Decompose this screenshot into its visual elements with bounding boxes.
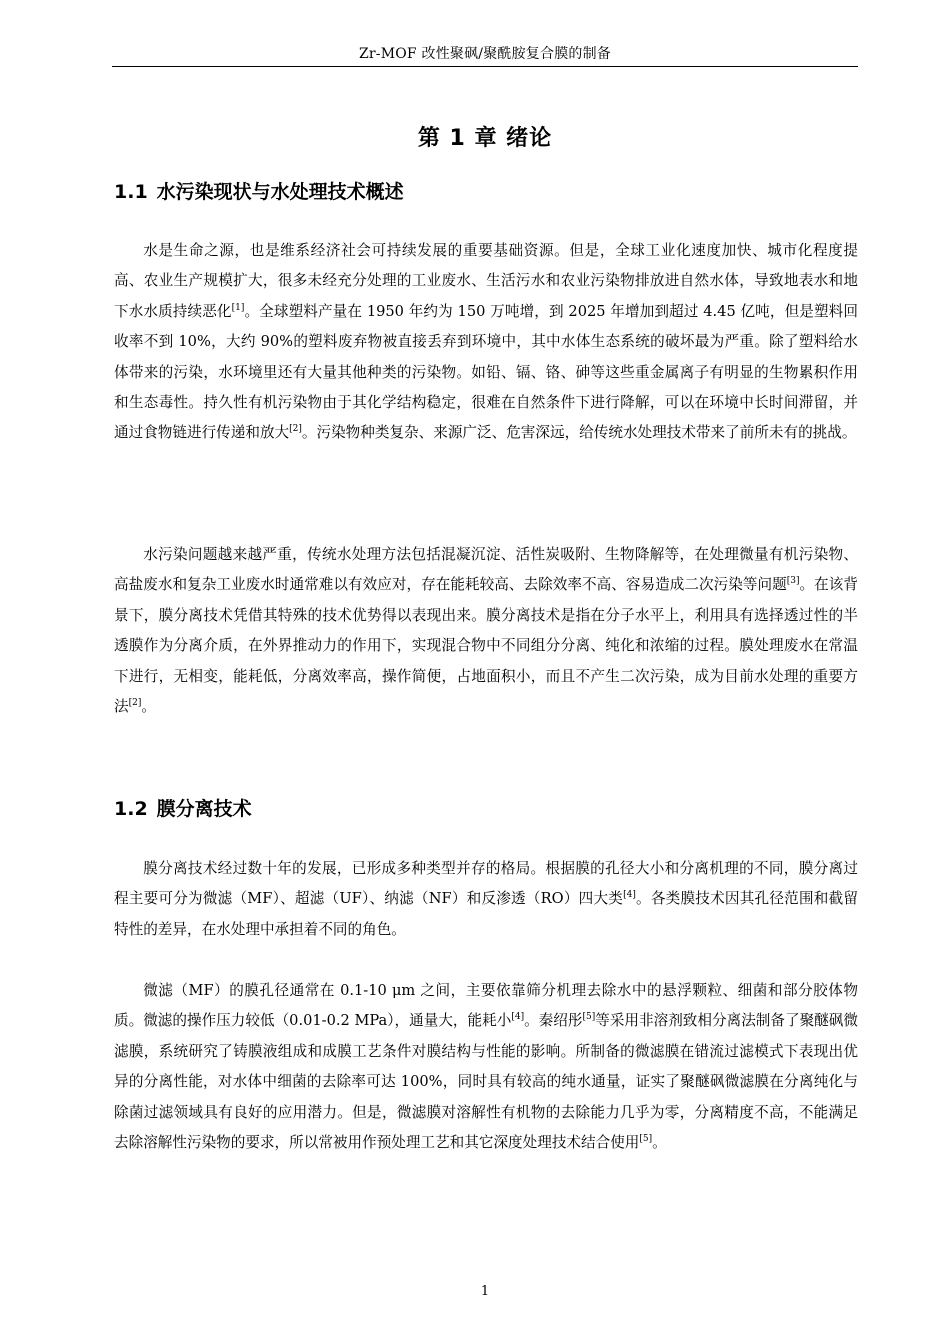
section-number: 1.1 <box>114 181 148 203</box>
citation-marker: [2] <box>289 424 302 435</box>
body-paragraph: 水污染问题越来越严重，传统水处理方法包括混凝沉淀、活性炭吸附、生物降解等，在处理微量有机污染物、高盐废水和复杂工业废水时通常难以有效应对，存在能耗较高、去除效率不高、容易造成二次污染等问题[3]。在该背景下，膜分离技术凭借其特殊的技术优势得以表现出来。膜分离技术是指在分子水平上，利用具有选择透过性的半透膜作为分离介质，在外界推动力的作用下，实现混合物中不同组分分离、纯化和浓缩的过程。膜处理废水在常温下进行，无相变，能耗低，分离效率高，操作简便，占地面积小，而且不产生二次污染，成为目前水处理的重要方法[2]。 <box>114 546 858 716</box>
citation-marker: [4] <box>623 890 636 901</box>
header-divider <box>112 66 858 67</box>
section-title-text: 水污染现状与水处理技术概述 <box>156 181 404 203</box>
citation-marker: [3] <box>786 576 800 587</box>
body-paragraph: 微滤（MF）的膜孔径通常在 0.1-10 μm 之间，主要依靠筛分机理去除水中的悬浮颗粒、细菌和部分胶体物质。微滤的操作压力较低（0.01-0.2 MPa），通量大，能耗小[4]。秦绍彤[5]等采用非溶剂致相分离法制备了聚醚砜微滤膜，系统研究了铸膜液组成和成膜工艺条件对膜结构与性能的影响。所制备的微滤膜在错流过滤模式下表现出优异的分离性能，对水体中细菌的去除率可达 100%，同时具有较高的纯水通量，证实了聚醚砜微滤膜在分离纯化与除菌过滤领域具有良好的应用潜力。但是，微滤膜对溶解性有机物的去除能力几乎为零，分离精度不高，不能满足去除溶解性污染物的要求，所以常被用作预处理工艺和其它深度处理技术结合使用[5]。 <box>114 982 858 1152</box>
page-number: 1 <box>480 1284 490 1299</box>
section-heading-1-1 <box>114 177 854 204</box>
citation-marker: [5] <box>639 1134 653 1145</box>
running-header: Zr-MOF 改性聚砜/聚酰胺复合膜的制备 <box>358 46 612 62</box>
citation-marker: [5] <box>582 1012 596 1023</box>
citation-marker: [1] <box>231 302 245 313</box>
section-heading-1-2 <box>114 794 854 821</box>
body-paragraph: 膜分离技术经过数十年的发展，已形成多种类型并存的格局。根据膜的孔径大小和分离机理的不同，膜分离过程主要可分为微滤（MF）、超滤（UF）、纳滤（NF）和反渗透（RO）四大类[4]。各类膜技术因其孔径范围和截留特性的差异，在水处理中承担着不同的角色。 <box>114 860 858 938</box>
body-paragraph: 水是生命之源，也是维系经济社会可持续发展的重要基础资源。但是，全球工业化速度加快、城市化程度提高、农业生产规模扩大，很多未经充分处理的工业废水、生活污水和农业污染物排放进自然水体，导致地表水和地下水水质持续恶化[1]。全球塑料产量在 1950 年约为 150 万吨增，到 2025 年增加到超过 4.45 亿吨，但是塑料回收率不到 10%，大约 90%的塑料废弃物被直接丢弃到环境中，其中水体生态系统的破坏最为严重。除了塑料给水体带来的污染，水环境里还有大量其他种类的污染物。如铅、镉、铬、砷等这些重金属离子有明显的生物累积作用和生态毒性。持久性有机污染物由于其化学结构稳定，很难在自然条件下进行降解，可以在环境中长时间滞留，并通过食物链进行传递和放大[2]。污染物种类复杂、来源广泛、危害深远，给传统水处理技术带来了前所未有的挑战。 <box>114 242 858 442</box>
section-title-text: 膜分离技术 <box>156 798 252 820</box>
citation-marker: [4] <box>511 1012 525 1023</box>
section-number: 1.2 <box>114 798 148 820</box>
chapter-title: 第 1 章 绪论 <box>417 126 553 151</box>
citation-marker: [2] <box>128 698 142 709</box>
